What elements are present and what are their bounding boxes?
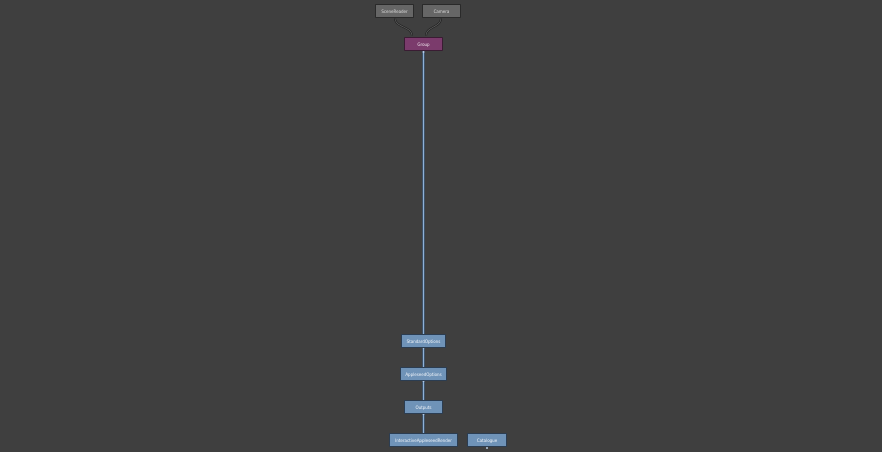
node-group[interactable]: Group [404,37,443,51]
connection-camera-group-highlight [426,18,441,36]
node-appleseedoptions[interactable]: AppleseedOptions [400,367,447,381]
node-standardoptions[interactable]: StandardOptions [401,334,446,348]
catalogue-output-plug[interactable] [486,447,488,449]
connection-scenereader-group-highlight [395,18,412,36]
node-outputs[interactable]: Outputs [404,400,443,414]
node-scenereader[interactable]: SceneReader [375,4,414,18]
group-output-plug[interactable] [423,51,425,53]
node-catalogue[interactable]: Catalogue [467,433,507,447]
node-camera[interactable]: Camera [422,4,461,18]
node-interactiveappleseedrender[interactable]: InteractiveAppleseedRender [389,433,458,447]
